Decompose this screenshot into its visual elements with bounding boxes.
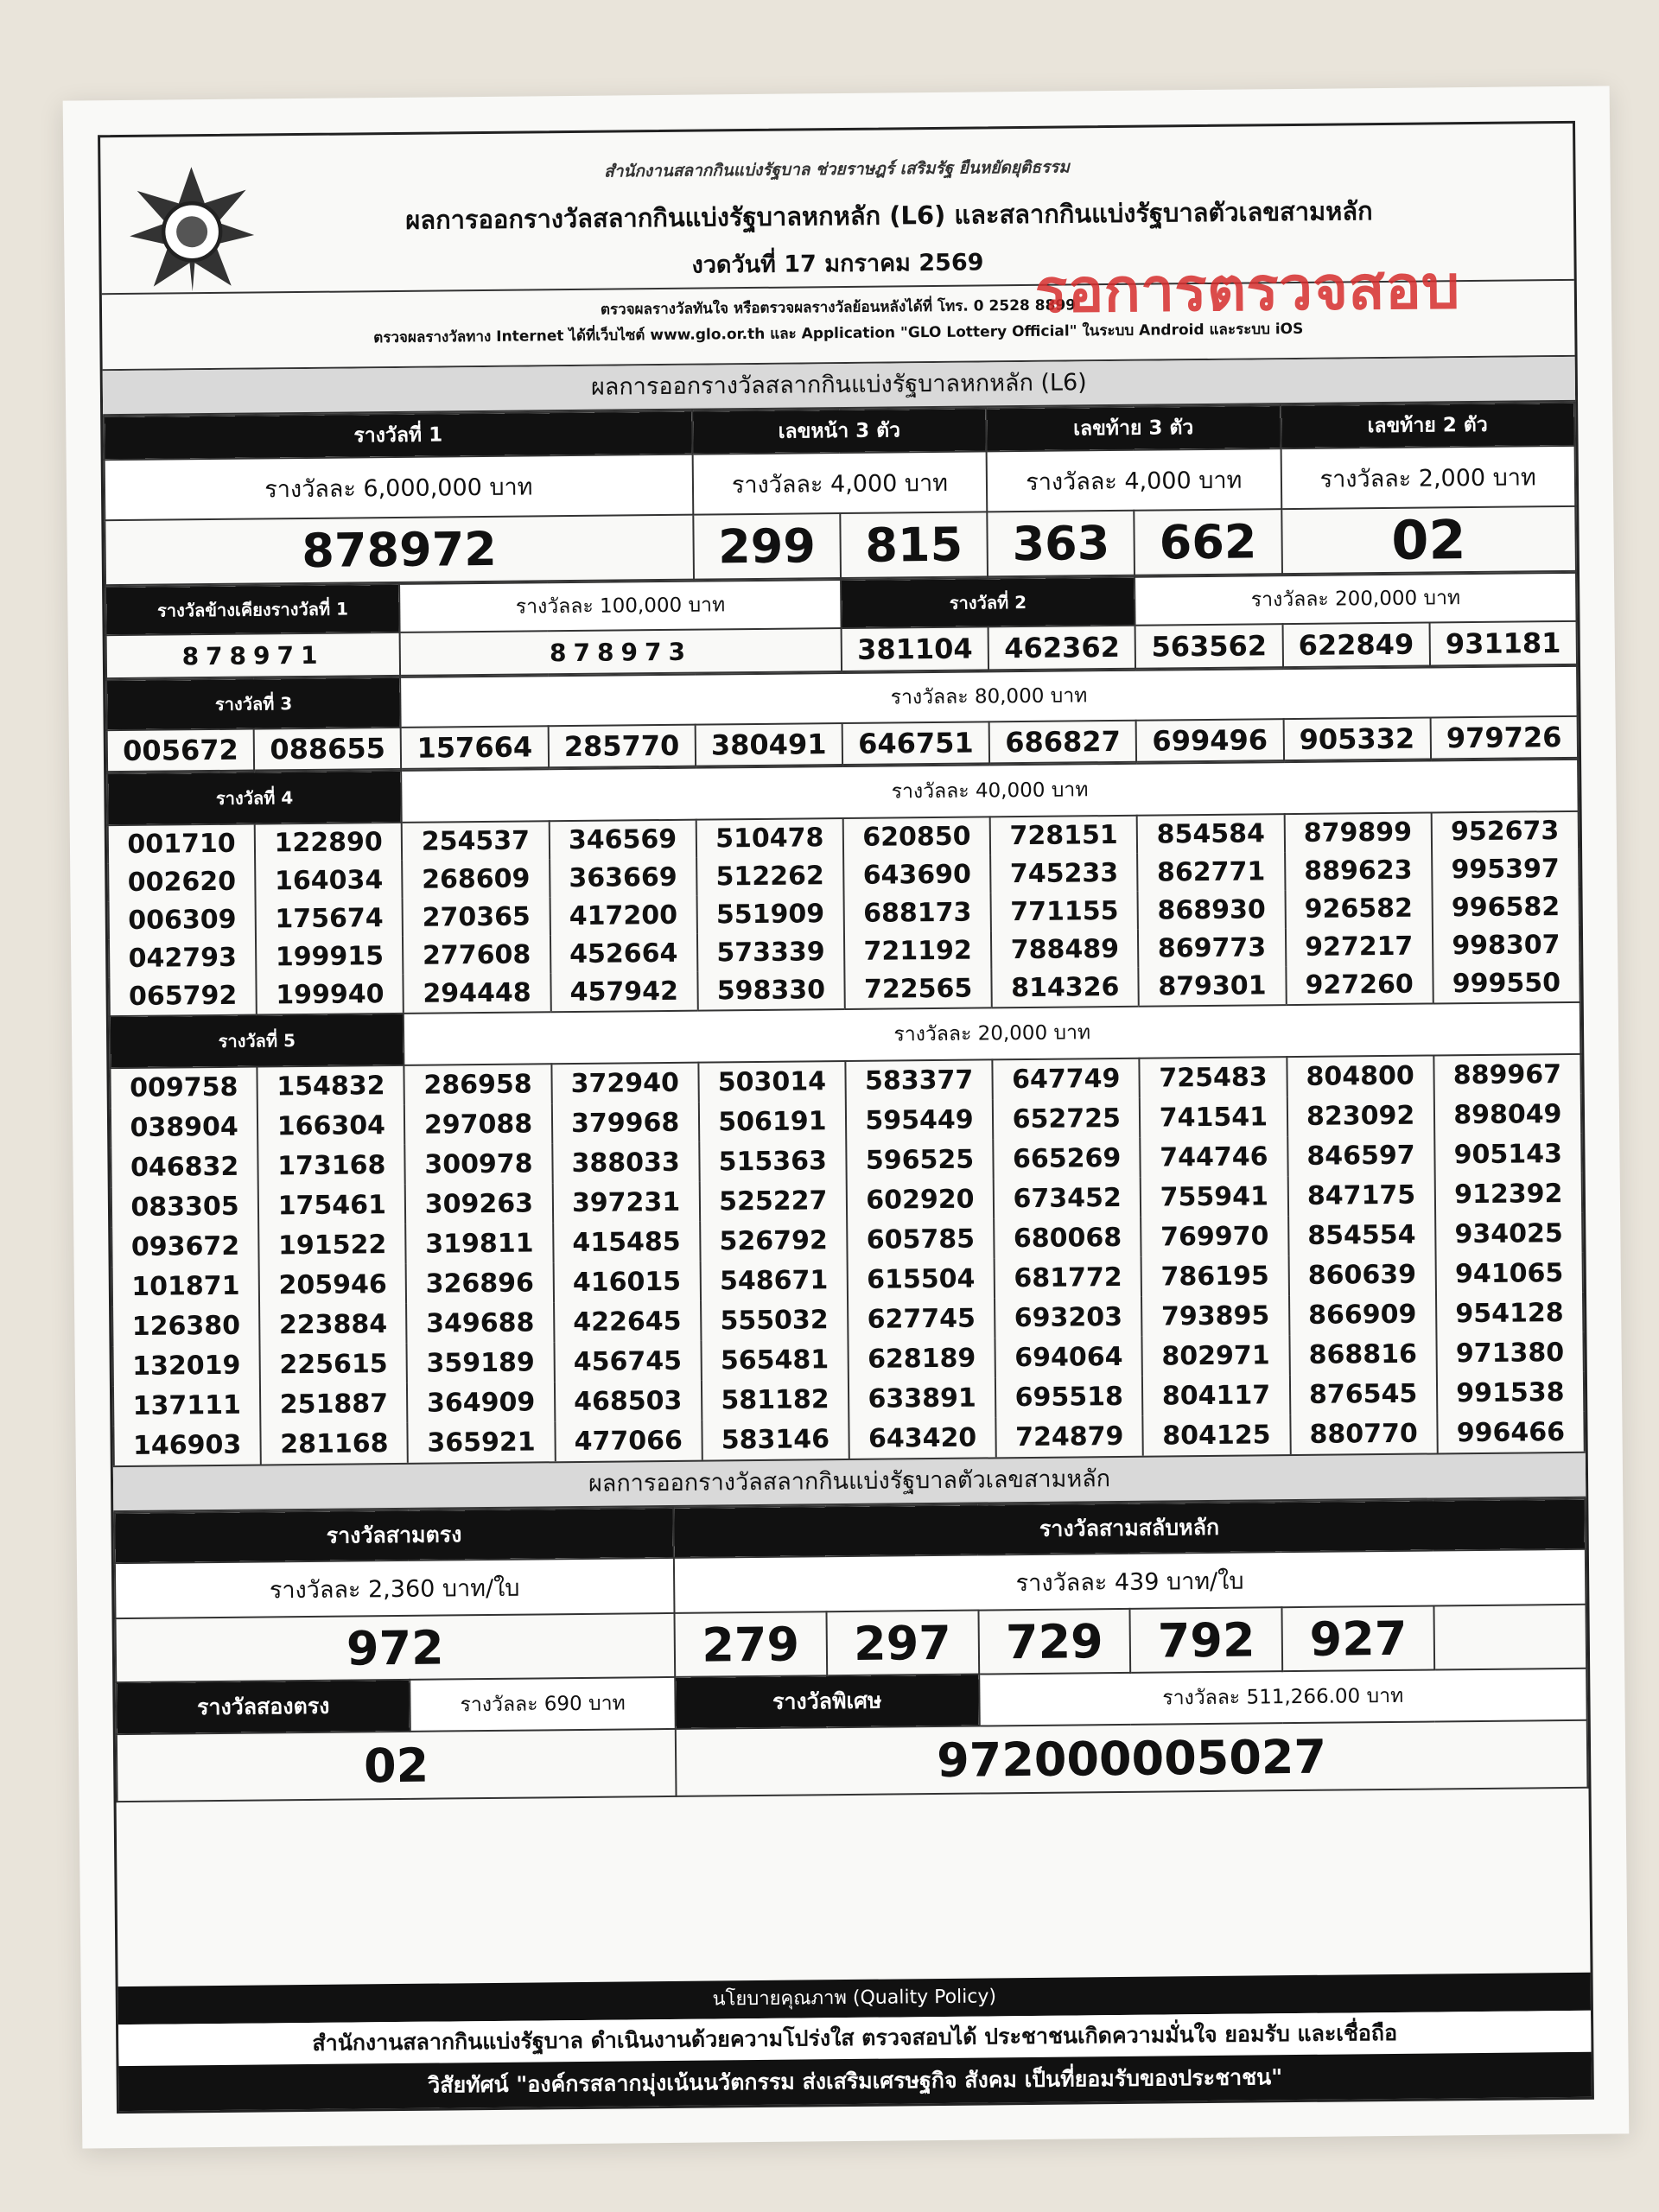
prize-number: 468503: [554, 1381, 702, 1422]
prize-number: 745233: [990, 854, 1138, 893]
prize-number: 006309: [109, 900, 257, 940]
third-prize-number: 686827: [989, 721, 1137, 764]
three-digit-table: [113, 1498, 1588, 1802]
prize-number: 175461: [258, 1185, 406, 1226]
third-prize-number: 380491: [695, 723, 842, 766]
near-first-number: 878971: [106, 632, 401, 678]
prize-number: 319811: [406, 1223, 554, 1264]
prize-number: 665269: [993, 1138, 1141, 1179]
prize-number: 694064: [995, 1337, 1143, 1378]
prize-number: 083305: [111, 1186, 259, 1228]
prize-number: 862771: [1137, 852, 1285, 892]
prize-number: 868816: [1289, 1333, 1437, 1375]
prize-number: 605785: [847, 1218, 995, 1260]
prize-number: 548671: [700, 1260, 848, 1301]
quality-policy-footer: [118, 1973, 1592, 2111]
prize-number: 164034: [255, 861, 403, 900]
prize-number: 880770: [1290, 1413, 1438, 1454]
prize-number: 941065: [1435, 1253, 1583, 1294]
tote3-number: 279: [674, 1611, 827, 1677]
second-prize-number: 931181: [1429, 621, 1577, 666]
policy-heading: นโยบายคุณภาพ (Quality Policy): [118, 1973, 1591, 2024]
prize-number: 506191: [699, 1101, 847, 1142]
prize-number: 598330: [697, 970, 845, 1010]
straight3-number: 972: [116, 1613, 676, 1682]
fourth-prize-amount: รางวัลละ 40,000 บาท: [402, 760, 1579, 823]
prize-number: 555032: [701, 1300, 849, 1341]
prize-number: 065792: [109, 976, 257, 1016]
near-first-number: 878973: [400, 628, 842, 676]
prize-number: 416015: [553, 1262, 701, 1303]
third-prize-table: [105, 665, 1579, 772]
prize-number: 415485: [553, 1222, 701, 1263]
prize-number: 565481: [701, 1339, 849, 1381]
prize-number: 876545: [1289, 1373, 1437, 1414]
third-prize-amount: รางวัลละ 80,000 บาท: [400, 666, 1577, 728]
prize-number: 503014: [698, 1061, 846, 1103]
prize-number: 620850: [843, 817, 991, 856]
third-prize-number: 699496: [1136, 719, 1284, 762]
prize-number: 926582: [1285, 888, 1433, 928]
prize-number: 879899: [1284, 812, 1432, 852]
prize-number: 934025: [1435, 1213, 1583, 1255]
tote3-number: 927: [1282, 1605, 1435, 1671]
special-prize-amount: รางวัลละ 511,266.00 บาท: [979, 1669, 1587, 1726]
prize-number: 326896: [406, 1262, 554, 1304]
prize-number: 912392: [1434, 1173, 1582, 1215]
second-prize-number: 381104: [842, 626, 989, 671]
prize-number: 996582: [1432, 887, 1580, 927]
lottery-result-sheet: [63, 86, 1630, 2148]
prize-number: 397231: [552, 1182, 700, 1224]
prize-number: 804117: [1142, 1375, 1290, 1416]
prize-number: 349688: [406, 1302, 554, 1344]
policy-text: สำนักงานสลากกินแบ่งรัฐบาล ดำเนินงานด้วยความโปร่งใส ตรวจสอบได้ ประชาชนเกิดความมั่นใจ ยอมรับ และเชื่อถือ: [118, 2011, 1591, 2066]
last3-number: 662: [1135, 509, 1282, 575]
prize-number: 615504: [848, 1258, 995, 1300]
prize-number: 693203: [995, 1297, 1142, 1338]
prize-number: 866909: [1289, 1294, 1437, 1335]
prize-number: 728151: [990, 816, 1138, 855]
tote3-amount: รางวัลละ 439 บาท/ใบ: [674, 1549, 1586, 1613]
prize-number: 695518: [995, 1376, 1143, 1418]
prize-number: 802971: [1142, 1335, 1290, 1376]
prize-number: 042793: [109, 938, 257, 978]
prize-number: 741541: [1140, 1096, 1287, 1138]
prize-number: 769970: [1141, 1216, 1288, 1257]
prize-number: 879301: [1139, 966, 1287, 1006]
prize-number: 771155: [991, 892, 1139, 931]
fifth-prize-table: [109, 1001, 1586, 1465]
prize-number: 595449: [846, 1099, 994, 1141]
prize-number: 722565: [844, 969, 992, 1008]
prize-number: 724879: [995, 1416, 1143, 1458]
prize-number: 388033: [552, 1142, 700, 1184]
prize-number: 854584: [1137, 814, 1285, 854]
tote3-number: 792: [1130, 1607, 1283, 1673]
prize-number: 093672: [111, 1226, 259, 1268]
second-prize-number: 462362: [988, 626, 1136, 671]
prize-number: 199915: [256, 937, 404, 976]
fifth-prize-label: รางวัลที่ 5: [110, 1014, 404, 1068]
prize-number: 173168: [257, 1145, 405, 1186]
prize-number: 038904: [111, 1107, 258, 1148]
straight2-label: รางวัลสองตรง: [116, 1680, 410, 1734]
prize-number: 643690: [843, 855, 991, 894]
prize-number: 868930: [1138, 890, 1286, 930]
prize-number: 602920: [847, 1179, 995, 1220]
prize-number: 199940: [257, 975, 404, 1014]
info-line-1: ตรวจผลรางวัลทันใจ หรือตรวจผลรางวัลย้อนหลังได้ที่ โทร. 0 2528 8899: [600, 296, 1077, 319]
prize-number: 154832: [257, 1065, 405, 1107]
prize-number: 009758: [110, 1067, 257, 1109]
prize-number: 991538: [1437, 1372, 1585, 1414]
prize-number: 457942: [550, 972, 698, 1012]
prize-number: 846597: [1287, 1135, 1435, 1176]
first-prize-amount: รางวัลละ 6,000,000 บาท: [105, 454, 693, 521]
prize-number: 995397: [1432, 849, 1580, 889]
last2-number: 02: [1281, 506, 1576, 574]
prize-number: 191522: [258, 1224, 406, 1266]
prize-number: 309263: [405, 1183, 553, 1224]
near-first-label: รางวัลข้างเคียงรางวัลที่ 1: [105, 584, 400, 635]
n3-section-band: ผลการออกรางวัลสลากกินแบ่งรัฐบาลตัวเลขสามหลัก: [113, 1452, 1586, 1512]
prize-number: 001710: [108, 824, 256, 864]
prize-number: 223884: [259, 1304, 407, 1345]
second-prize-number: 622849: [1282, 622, 1430, 667]
front3-number: 815: [840, 512, 988, 578]
fourth-prize-grid: [108, 811, 1580, 1015]
prize-number: 166304: [257, 1105, 405, 1147]
prize-number: 126380: [112, 1306, 260, 1347]
prize-number: 927217: [1285, 926, 1433, 966]
prize-number: 814326: [991, 968, 1139, 1007]
prize-number: 869773: [1138, 928, 1286, 968]
prize-number: 847175: [1287, 1174, 1435, 1216]
prize-number: 002620: [108, 862, 256, 902]
sheet-frame: [98, 121, 1594, 2113]
straight3-amount: รางวัลละ 2,360 บาท/ใบ: [115, 1558, 674, 1618]
third-prize-number: 979726: [1430, 716, 1578, 760]
prize-number: 673452: [994, 1178, 1141, 1219]
prize-number: 688173: [843, 893, 991, 932]
prize-number: 905143: [1434, 1134, 1582, 1175]
prize-number: 889623: [1285, 850, 1433, 890]
prize-number: 744746: [1141, 1136, 1288, 1178]
prize-number: 137111: [113, 1385, 261, 1427]
tote3-label: รางวัลสามสลับหลัก: [673, 1499, 1586, 1558]
prize-number: 300978: [405, 1143, 553, 1185]
prize-number: 680068: [994, 1217, 1141, 1259]
prize-number: 583377: [845, 1059, 993, 1101]
draw-date: งวดวันที่ 17 มกราคม 2569: [691, 249, 984, 279]
prize-number: 175674: [256, 899, 404, 938]
front3-number: 299: [693, 513, 841, 580]
prize-number: 379968: [551, 1103, 699, 1144]
third-prize-number: 905332: [1283, 717, 1431, 760]
prize-number: 365921: [408, 1421, 556, 1463]
l6-section-band: ผลการออกรางวัลสลากกินแบ่งรัฐบาลหกหลัก (L6): [103, 357, 1575, 416]
straight3-label: รางวัลสามตรง: [114, 1508, 673, 1563]
org-motto: สำนักงานสลากกินแบ่งรัฐบาล ช่วยราษฎร์ เสริมรัฐ ยืนหยัดยุติธรรม: [603, 157, 1070, 181]
fifth-prize-amount: รางวัลละ 20,000 บาท: [404, 1002, 1580, 1065]
prize-number: 281168: [261, 1423, 409, 1465]
prize-number: 788489: [991, 930, 1139, 969]
special-prize-label: รางวัลพิเศษ: [675, 1675, 979, 1729]
prize-number: 999550: [1433, 963, 1580, 1003]
prize-number: 755941: [1141, 1176, 1288, 1217]
tote3-number: 729: [978, 1609, 1131, 1675]
prize-number: 363669: [550, 858, 697, 898]
prize-number: 268609: [402, 859, 550, 899]
prize-number: 286958: [404, 1064, 552, 1105]
prize-number: 422645: [554, 1301, 702, 1343]
prize-number: 526792: [700, 1220, 848, 1262]
prize-number: 146903: [113, 1425, 261, 1466]
prize-number: 860639: [1288, 1254, 1436, 1295]
prize-number: 583146: [702, 1419, 849, 1460]
prize-number: 633891: [849, 1377, 996, 1419]
prize-number: 952673: [1431, 811, 1579, 851]
straight2-number: 02: [117, 1729, 677, 1802]
prize-number: 996466: [1437, 1412, 1585, 1453]
second-prize-amount: รางวัลละ 200,000 บาท: [1135, 573, 1576, 626]
prize-number: 721192: [844, 931, 992, 970]
prize-number: 364909: [407, 1382, 555, 1423]
sheet-title: ผลการออกรางวัลสลากกินแบ่งรัฐบาลหกหลัก (L6) และสลากกินแบ่งรัฐบาลตัวเลขสามหลัก: [405, 196, 1373, 235]
prize-number: 581182: [702, 1379, 849, 1421]
last3-number: 363: [987, 511, 1135, 577]
prize-number: 510478: [696, 818, 843, 858]
prize-number: 681772: [995, 1257, 1142, 1299]
prize-number: 132019: [113, 1345, 261, 1387]
prize-number: 359189: [407, 1342, 555, 1383]
prize-number: 823092: [1287, 1095, 1434, 1136]
prize-number: 452664: [550, 934, 698, 974]
prize-number: 294448: [404, 973, 551, 1013]
prize-number: 512262: [696, 856, 844, 896]
third-prize-number: 005672: [107, 729, 255, 772]
third-prize-number: 285770: [548, 725, 696, 768]
prize-number: 277608: [403, 935, 550, 975]
tote3-empty-cell: [1434, 1605, 1587, 1670]
prize-number: 551909: [696, 894, 844, 934]
third-prize-label: รางวัลที่ 3: [106, 677, 401, 730]
prize-number: 456745: [554, 1341, 702, 1382]
prize-number: 254537: [402, 821, 550, 861]
last2-amount: รางวัลละ 2,000 บาท: [1281, 446, 1575, 509]
prize-number: 786195: [1141, 1255, 1289, 1297]
tote3-number: 297: [826, 1611, 979, 1676]
fifth-prize-grid: [110, 1054, 1584, 1465]
prize-number: 898049: [1433, 1094, 1581, 1135]
prize-number: 804125: [1143, 1414, 1291, 1456]
third-prize-number: 646751: [842, 721, 990, 765]
prize-number: 515363: [699, 1141, 847, 1182]
front3-label: เลขหน้า 3 ตัว: [692, 408, 987, 454]
prize-number: 971380: [1436, 1332, 1584, 1374]
third-prize-number: 157664: [401, 726, 549, 769]
near-first-and-second-table: [105, 572, 1578, 679]
prize-number: 046832: [111, 1147, 258, 1188]
near-first-amount: รางวัลละ 100,000 บาท: [399, 580, 841, 632]
prize-number: 525227: [699, 1180, 847, 1222]
straight2-amount: รางวัลละ 690 บาท: [410, 1677, 676, 1732]
prize-number: 647749: [992, 1058, 1140, 1100]
top-prizes-table: [103, 402, 1577, 586]
prize-number: 596525: [846, 1139, 994, 1180]
prize-number: 889967: [1433, 1054, 1581, 1096]
pending-verification-stamp: รอการตรวจสอบ: [1034, 251, 1460, 327]
prize-number: 643420: [849, 1417, 996, 1459]
prize-number: 346569: [549, 820, 696, 860]
third-prize-number: 088655: [254, 728, 402, 771]
prize-number: 251887: [260, 1383, 408, 1425]
prize-number: 793895: [1141, 1295, 1289, 1337]
info-line-2: ตรวจผลรางวัลทาง Internet ได้ที่เว็บไซต์ www.glo.or.th และ Application "GLO Lottery Official" ในระบบ Android และระบบ iOS: [373, 320, 1304, 347]
first-prize-label: รางวัลที่ 1: [104, 411, 692, 461]
vision-text: วิสัยทัศน์ "องค์กรสลากมุ่งเน้นนวัตกรรม ส่งเสริมเศรษฐกิจ สังคม เป็นที่ยอมรับของประชาชน": [119, 2052, 1592, 2111]
second-prize-number: 563562: [1135, 624, 1283, 669]
prize-number: 205946: [259, 1264, 407, 1306]
last2-label: เลขท้าย 2 ตัว: [1281, 403, 1575, 448]
fourth-prize-table: [106, 759, 1581, 1015]
prize-number: 417200: [550, 896, 697, 936]
prize-number: 122890: [255, 823, 403, 862]
prize-number: 573339: [697, 932, 845, 972]
last3-amount: รางวัลละ 4,000 บาท: [987, 448, 1281, 512]
front3-amount: รางวัลละ 4,000 บาท: [692, 451, 987, 514]
prize-number: 627745: [848, 1298, 995, 1339]
prize-number: 927260: [1286, 964, 1433, 1004]
prize-number: 652725: [993, 1098, 1141, 1140]
prize-number: 297088: [404, 1103, 552, 1145]
prize-number: 101871: [112, 1266, 260, 1307]
prize-number: 372940: [551, 1063, 699, 1104]
prize-number: 477066: [555, 1421, 702, 1462]
last3-label: เลขท้าย 3 ตัว: [986, 405, 1281, 451]
first-prize-number: 878972: [105, 515, 694, 586]
fourth-prize-label: รางวัลที่ 4: [107, 771, 402, 825]
prize-number: 954128: [1436, 1293, 1584, 1334]
prize-number: 998307: [1433, 925, 1580, 965]
prize-number: 804800: [1287, 1055, 1434, 1096]
prize-number: 270365: [403, 897, 550, 937]
special-prize-number: 972000005027: [676, 1720, 1588, 1796]
prize-number: 225615: [260, 1344, 408, 1385]
prize-number: 725483: [1140, 1057, 1287, 1098]
second-prize-label: รางวัลที่ 2: [841, 577, 1135, 628]
prize-number: 628189: [848, 1338, 995, 1379]
prize-number: 854554: [1288, 1214, 1436, 1255]
